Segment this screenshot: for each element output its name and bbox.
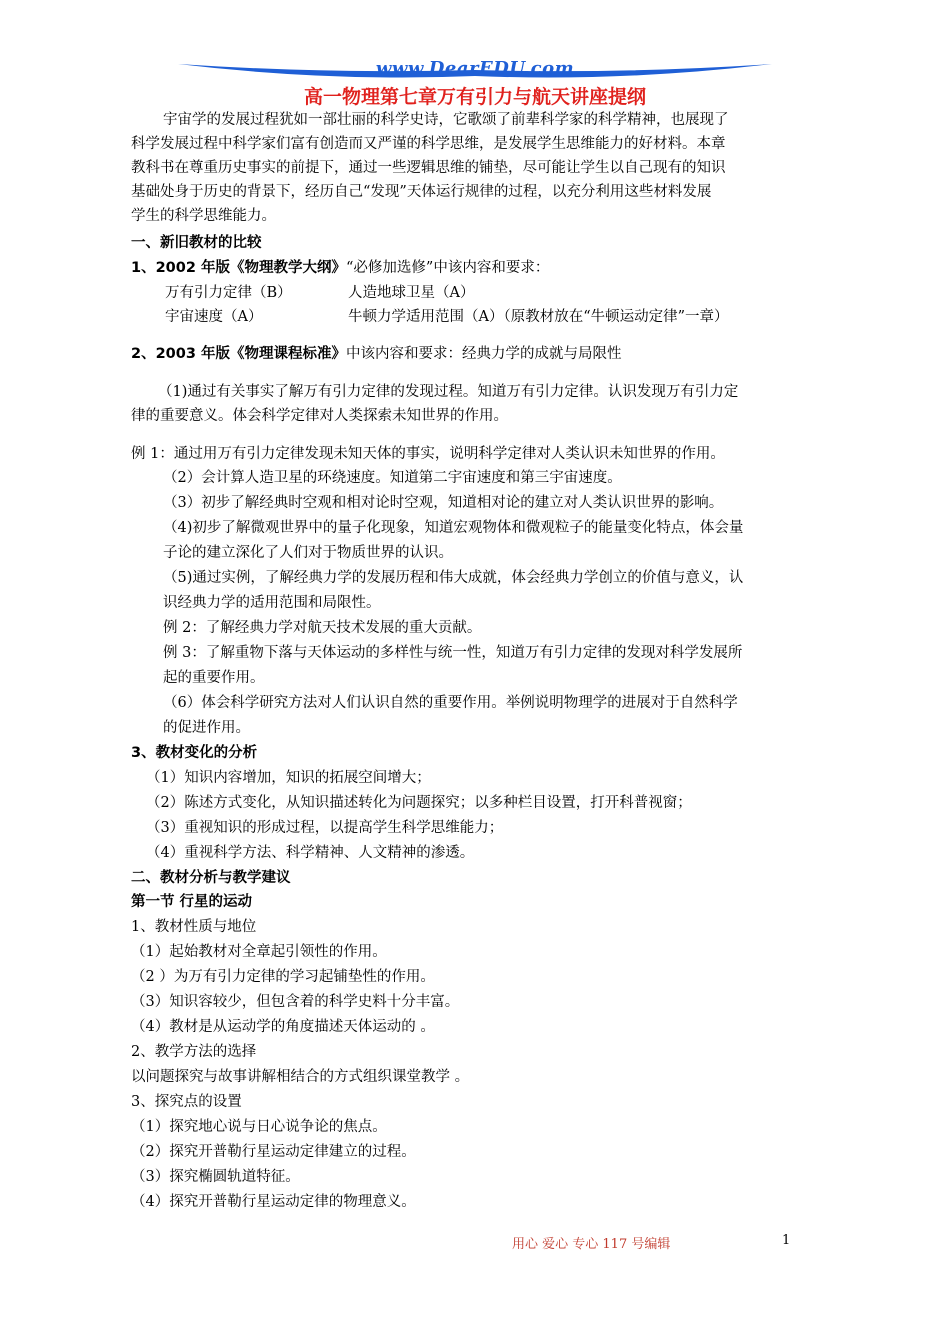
intro-line: 学生的科学思维能力。 xyxy=(131,208,276,224)
footer-credit: 用心 爱心 专心 117 号编辑 xyxy=(512,1237,671,1252)
list-item: 3、教材变化的分析 xyxy=(131,745,258,761)
list-item: （1）起始教材对全章起引领性的作用。 xyxy=(131,944,387,960)
list-item: （3）重视知识的形成过程，以提高学生科学思维能力； xyxy=(146,820,504,836)
table-cell: 人造地球卫星（A） xyxy=(348,285,475,301)
item-label: 2、2003 年版《物理课程标准》 xyxy=(131,346,346,362)
list-item: （1）知识内容增加，知识的拓展空间增大； xyxy=(146,770,431,786)
table-cell: 万有引力定律（B） xyxy=(165,285,292,301)
paragraph-line: 律的重要意义。体会科学定律对人类探索未知世界的作用。 xyxy=(131,408,508,424)
paragraph-line: （6）体会科学研究方法对人们认识自然的重要作用。举例说明物理学的进展对于自然科学 xyxy=(163,695,738,711)
document-title: 高一物理第七章万有引力与航天讲座提纲 xyxy=(303,86,646,108)
example-line: 起的重要作用。 xyxy=(163,670,265,686)
table-cell: 宇宙速度（A） xyxy=(165,309,263,325)
paragraph-line: 的促进作用。 xyxy=(163,720,250,736)
list-heading: 1、教材性质与地位 xyxy=(131,919,257,935)
paragraph-line: （4)初步了解微观世界中的量子化现象，知道宏观物体和微观粒子的能量变化特点，体会量 xyxy=(163,520,744,536)
site-url: www.DearEDU.com xyxy=(375,58,575,79)
intro-line: 宇宙学的发展过程犹如一部壮丽的科学史诗，它歌颂了前辈科学家的科学精神，也展现了 xyxy=(163,112,729,128)
paragraph-line: （3）初步了解经典时空观和相对论时空观，知道相对论的建立对人类认识世界的影响。 xyxy=(163,495,724,511)
list-item: （2）探究开普勒行星运动定律建立的过程。 xyxy=(131,1144,416,1160)
intro-line: 基础处身于历史的背景下，经历自己“发现”天体运行规律的过程，以充分利用这些材料发展 xyxy=(131,184,712,200)
list-item: （3）知识容较少，但包含着的科学史料十分丰富。 xyxy=(131,994,460,1010)
example-line: 例 3：了解重物下落与天体运动的多样性与统一性，知道万有引力定律的发现对科学发展所 xyxy=(163,645,743,661)
item-text: 中该内容和要求：经典力学的成就与局限性 xyxy=(346,346,622,362)
list-item: （3）探究椭圆轨道特征。 xyxy=(131,1169,300,1185)
list-heading: 2、教学方法的选择 xyxy=(131,1044,257,1060)
section-heading: 二、教材分析与教学建议 xyxy=(131,870,291,886)
intro-line: 科学发展过程中科学家们富有创造而又严谨的科学思维，是发展学生思维能力的好材料。本章 xyxy=(131,136,726,152)
list-item xyxy=(131,344,622,364)
section-heading: 一、新旧教材的比较 xyxy=(131,235,262,251)
table-cell: 牛顿力学适用范围（A）（原教材放在“牛顿运动定律”一章） xyxy=(348,309,729,325)
paragraph-line: （1)通过有关事实了解万有引力定律的发现过程。知道万有引力定律。认识发现万有引力定 xyxy=(158,384,739,400)
item-label: 1、2002 年版《物理教学大纲》 xyxy=(131,260,346,276)
list-item xyxy=(131,258,549,278)
list-item: （2）陈述方式变化，从知识描述转化为问题探究；以多种栏目设置，打开科普视窗； xyxy=(146,795,692,811)
subsection-heading: 第一节 行星的运动 xyxy=(131,894,253,910)
list-item: （1）探究地心说与日心说争论的焦点。 xyxy=(131,1119,387,1135)
list-item: （2 ）为万有引力定律的学习起铺垫性的作用。 xyxy=(131,969,435,985)
list-item: （4）重视科学方法、科学精神、人文精神的渗透。 xyxy=(146,845,475,861)
list-item: （4）教材是从运动学的角度描述天体运动的 。 xyxy=(131,1019,435,1035)
intro-line: 教科书在尊重历史事实的前提下，通过一些逻辑思维的铺垫，尽可能让学生以自己现有的知识 xyxy=(131,160,726,176)
example-line: 例 2：了解经典力学对航天技术发展的重大贡献。 xyxy=(163,620,482,636)
example-line: 例 1：通过用万有引力定律发现未知天体的事实，说明科学定律对人类认识未知世界的作用。 xyxy=(131,446,725,462)
paragraph-line: （2）会计算人造卫星的环绕速度。知道第二宇宙速度和第三宇宙速度。 xyxy=(163,470,622,486)
list-item: （4）探究开普勒行星运动定律的物理意义。 xyxy=(131,1194,416,1210)
paragraph-line: （5)通过实例，了解经典力学的发展历程和伟大成就，体会经典力学创立的价值与意义，认 xyxy=(163,570,744,586)
paragraph-line: 识经典力学的适用范围和局限性。 xyxy=(163,595,381,611)
paragraph-line: 以问题探究与故事讲解相结合的方式组织课堂教学 。 xyxy=(131,1069,470,1085)
page-number: 1 xyxy=(782,1233,791,1248)
paragraph-line: 子论的建立深化了人们对于物质世界的认识。 xyxy=(163,545,453,561)
list-heading: 3、探究点的设置 xyxy=(131,1094,242,1110)
item-text: “必修加选修”中该内容和要求： xyxy=(346,260,550,276)
